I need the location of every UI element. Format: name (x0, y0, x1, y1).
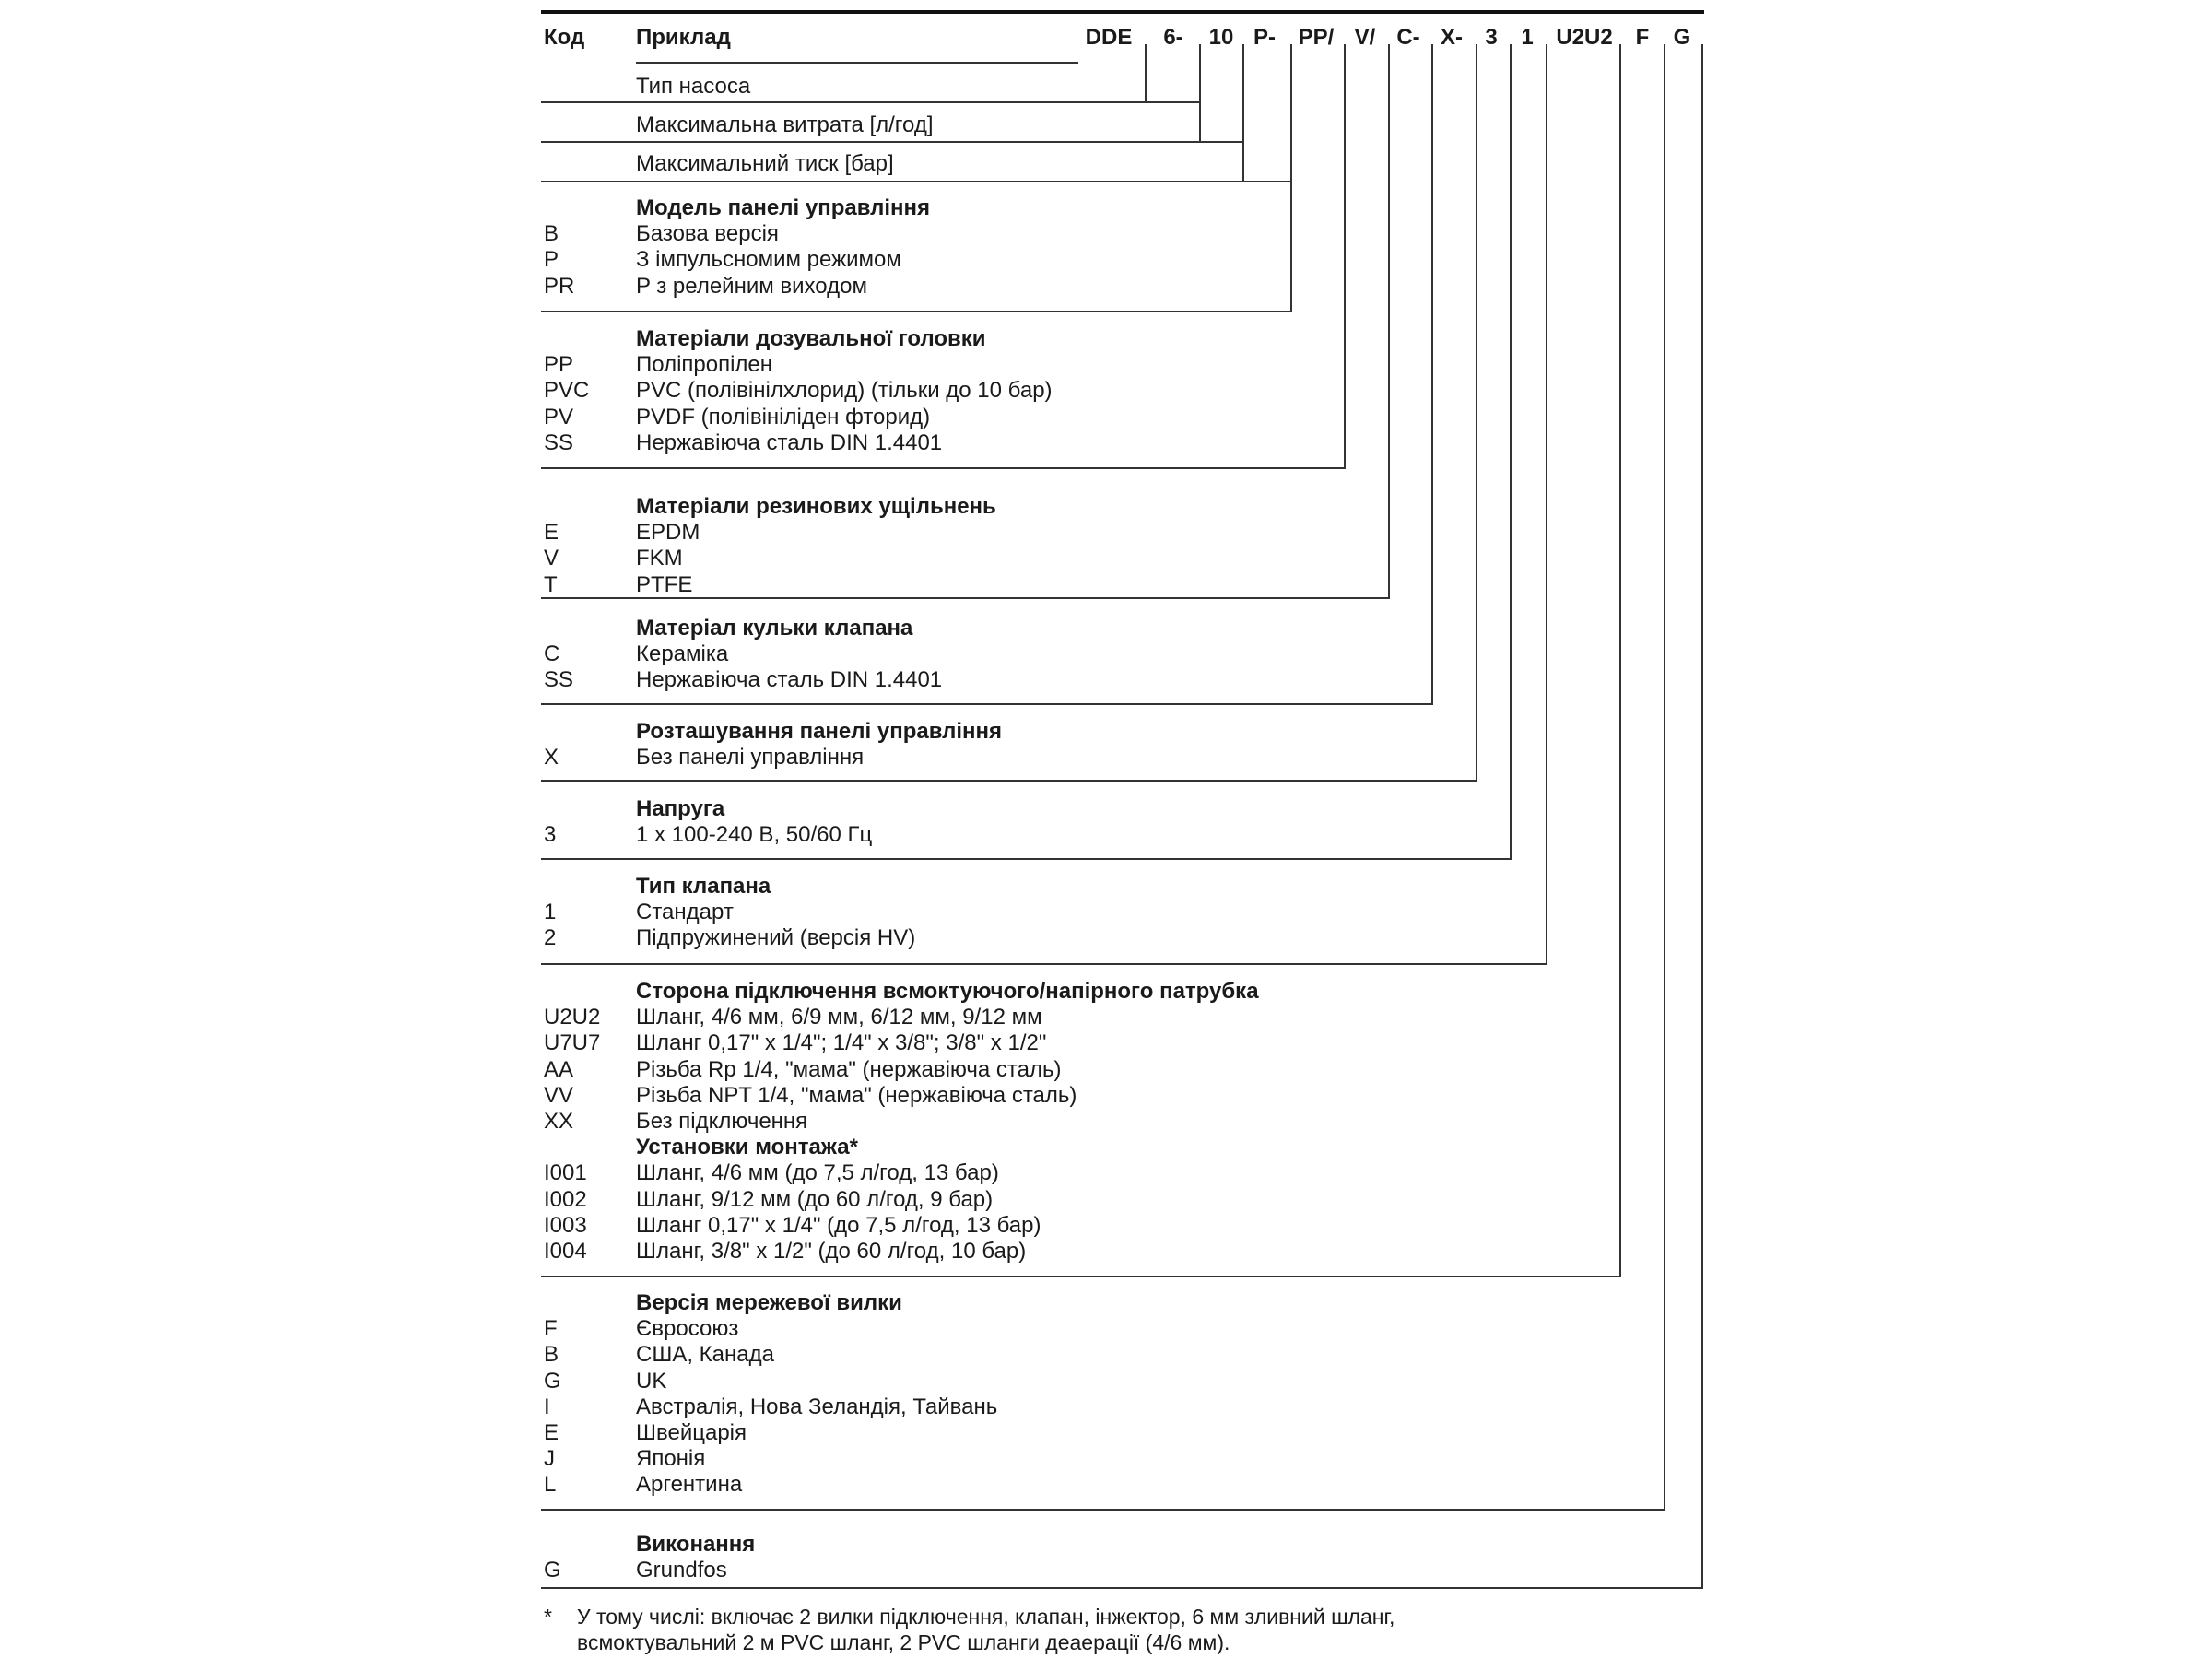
section-title: Матеріал кульки клапана (636, 616, 913, 641)
option-description: Японія (636, 1446, 706, 1471)
header-example-label: Приклад (636, 25, 731, 50)
header-code-segment: 1 (1521, 25, 1534, 50)
option-code: I001 (544, 1160, 587, 1185)
section-rule (541, 703, 1433, 705)
option-code: SS (544, 667, 574, 692)
section-rule (541, 1509, 1665, 1511)
option-description: Шланг, 4/6 мм (до 7,5 л/год, 13 бар) (636, 1160, 999, 1185)
header-code-label: Код (544, 25, 585, 50)
code-connector (1701, 44, 1703, 1589)
section-title: Матеріали резинових ущільнень (636, 494, 996, 519)
option-description: Стандарт (636, 900, 734, 924)
option-description: Шланг, 4/6 мм, 6/9 мм, 6/12 мм, 9/12 мм (636, 1005, 1042, 1030)
section-title: Напруга (636, 796, 725, 821)
option-code: E (544, 520, 559, 545)
header-code-segment: 6- (1163, 25, 1183, 50)
option-description: Аргентина (636, 1472, 743, 1497)
header-example-underline (636, 62, 1078, 64)
option-description: Шланг, 9/12 мм (до 60 л/год, 9 бар) (636, 1187, 994, 1212)
header-code-segment: G (1673, 25, 1691, 50)
option-code: C (544, 641, 560, 666)
code-connector (1199, 44, 1201, 143)
row-rule (541, 101, 1201, 103)
top-rule (541, 10, 1704, 14)
option-description: P з релейним виходом (636, 274, 867, 299)
option-description: Установки монтажа* (636, 1135, 858, 1159)
option-description: 1 x 100-240 В, 50/60 Гц (636, 822, 873, 847)
option-code: X (544, 745, 559, 770)
option-code: B (544, 221, 559, 246)
section-rule (541, 1276, 1621, 1277)
section-title: Модель панелі управління (636, 195, 931, 220)
footnote-line: У тому числі: включає 2 вилки підключення, клапан, інжектор, 6 мм зливний шланг, (577, 1605, 1395, 1629)
header-code-segment: F (1635, 25, 1650, 50)
header-code-segment: DDE (1085, 25, 1133, 50)
option-description: Без панелі управління (636, 745, 865, 770)
option-code: PR (544, 274, 575, 299)
header-code-segment: 3 (1485, 25, 1498, 50)
option-description: PVDF (полівініліден фторид) (636, 405, 931, 429)
option-code: XX (544, 1109, 574, 1134)
code-connector (1476, 44, 1477, 782)
option-description: Підпружинений (версія HV) (636, 925, 916, 950)
option-description: Кераміка (636, 641, 729, 666)
header-code-segment: C- (1396, 25, 1420, 50)
option-code: E (544, 1420, 559, 1445)
option-code: B (544, 1342, 559, 1367)
code-connector (1510, 44, 1512, 860)
option-code: 1 (544, 900, 557, 924)
option-description: PVC (полівінілхлорид) (тільки до 10 бар) (636, 378, 1053, 403)
row-label: Максимальний тиск [бар] (636, 151, 894, 176)
option-description: Євросоюз (636, 1316, 739, 1341)
header-code-segment: U2U2 (1556, 25, 1613, 50)
option-code: 2 (544, 925, 557, 950)
option-description: Різьба Rp 1/4, "мама" (нержавіюча сталь) (636, 1057, 1062, 1082)
option-code: I (544, 1394, 550, 1419)
option-code: PVC (544, 378, 590, 403)
row-label: Тип насоса (636, 74, 751, 99)
row-rule (541, 181, 1292, 182)
code-connector (1546, 44, 1547, 965)
option-description: EPDM (636, 520, 700, 545)
header-code-segment: V/ (1354, 25, 1376, 50)
option-code: 3 (544, 822, 557, 847)
option-code: F (544, 1316, 558, 1341)
section-title: Сторона підключення всмоктуючого/напірного патрубка (636, 979, 1259, 1004)
option-description: Базова версія (636, 221, 779, 246)
section-rule (541, 1587, 1703, 1589)
code-connector (1664, 44, 1665, 1511)
row-rule (541, 141, 1244, 143)
option-code: G (544, 1369, 561, 1394)
option-code: G (544, 1558, 561, 1583)
section-title: Матеріали дозувальної головки (636, 326, 986, 351)
code-connector (1619, 44, 1621, 1277)
row-label: Максимальна витрата [л/год] (636, 112, 934, 137)
option-description: FKM (636, 546, 683, 571)
option-code: PV (544, 405, 574, 429)
section-rule (541, 597, 1390, 599)
option-description: Поліпропілен (636, 352, 773, 377)
option-description: PTFE (636, 572, 693, 597)
option-description: Шланг, 3/8" x 1/2" (до 60 л/год, 10 бар) (636, 1239, 1027, 1264)
option-description: З імпульсномим режимом (636, 247, 901, 272)
section-title: Розташування панелі управління (636, 719, 1003, 744)
option-description: UK (636, 1369, 667, 1394)
header-code-segment: PP/ (1298, 25, 1335, 50)
option-code: U7U7 (544, 1030, 601, 1055)
section-rule (541, 858, 1512, 860)
section-rule (541, 963, 1547, 965)
option-code: L (544, 1472, 557, 1497)
section-title: Тип клапана (636, 874, 771, 899)
section-rule (541, 311, 1292, 312)
header-code-segment: P- (1253, 25, 1276, 50)
option-code: T (544, 572, 558, 597)
header-code-segment: 10 (1208, 25, 1234, 50)
code-connector (1431, 44, 1433, 705)
option-description: США, Канада (636, 1342, 774, 1367)
option-code: SS (544, 430, 574, 455)
option-code: I003 (544, 1213, 587, 1238)
option-description: Grundfos (636, 1558, 727, 1583)
option-code: V (544, 546, 559, 571)
option-code: I004 (544, 1239, 587, 1264)
option-code: VV (544, 1083, 574, 1108)
footnote-marker: * (544, 1605, 552, 1629)
section-title: Версія мережевої вилки (636, 1290, 902, 1315)
option-description: Нержавіюча сталь DIN 1.4401 (636, 667, 943, 692)
option-code: J (544, 1446, 555, 1471)
option-code: P (544, 247, 559, 272)
option-description: Шланг 0,17" x 1/4" (до 7,5 л/год, 13 бар) (636, 1213, 1041, 1238)
option-code: I002 (544, 1187, 587, 1212)
section-rule (541, 467, 1346, 469)
option-code: PP (544, 352, 574, 377)
header-code-segment: X- (1441, 25, 1463, 50)
option-description: Нержавіюча сталь DIN 1.4401 (636, 430, 943, 455)
section-title: Виконання (636, 1532, 756, 1557)
code-connector (1242, 44, 1244, 182)
footnote-line: всмоктувальний 2 м PVC шланг, 2 PVC шланги деаерації (4/6 мм). (577, 1630, 1230, 1654)
option-code: U2U2 (544, 1005, 601, 1030)
option-description: Шланг 0,17" x 1/4"; 1/4" x 3/8"; 3/8" x 1/2" (636, 1030, 1047, 1055)
option-description: Швейцарія (636, 1420, 747, 1445)
section-rule (541, 780, 1477, 782)
option-description: Австралія, Нова Зеландія, Тайвань (636, 1394, 998, 1419)
option-code: AA (544, 1057, 574, 1082)
option-description: Різьба NPT 1/4, "мама" (нержавіюча сталь) (636, 1083, 1077, 1108)
code-connector (1290, 44, 1292, 312)
code-connector (1145, 44, 1147, 103)
code-connector (1344, 44, 1346, 469)
option-description: Без підключення (636, 1109, 808, 1134)
code-connector (1388, 44, 1390, 599)
